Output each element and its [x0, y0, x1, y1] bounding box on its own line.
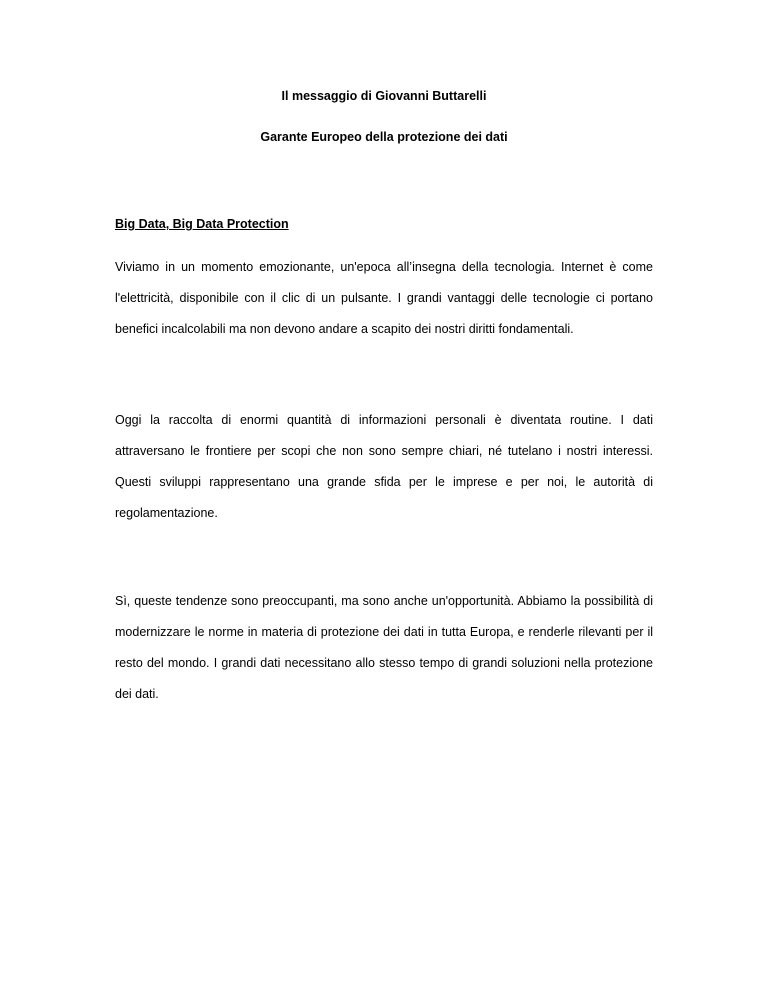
paragraph-2: Oggi la raccolta di enormi quantità di informazioni personali è diventata routine. I dati attraversano le frontiere per scopi che non sono sempre chiari, né tutelano i nostri interessi. Questi sviluppi rappresentano una grande sfida per le imprese e per noi, le autorità di regolamentazione. [115, 413, 653, 520]
document-title: Il messaggio di Giovanni Buttarelli [281, 89, 487, 103]
section-heading: Big Data, Big Data Protection [115, 217, 289, 231]
document-subtitle: Garante Europeo della protezione dei dati [260, 130, 508, 144]
paragraph-1: Viviamo in un momento emozionante, un'epoca all’insegna della tecnologia. Internet è come l'elettricità, disponibile con il clic di un pulsante. I grandi vantaggi delle tecnologie ci portano benefici incalcolabili ma non devono andare a scapito dei nostri diritti fondamentali. [115, 260, 653, 336]
paragraph-3: Sì, queste tendenze sono preoccupanti, ma sono anche un'opportunità. Abbiamo la possibilità di modernizzare le norme in materia di protezione dei dati in tutta Europa, e renderle rilevanti per il resto del mondo. I grandi dati necessitano allo stesso tempo di grandi soluzioni nella protezione dei dati. [115, 594, 653, 701]
